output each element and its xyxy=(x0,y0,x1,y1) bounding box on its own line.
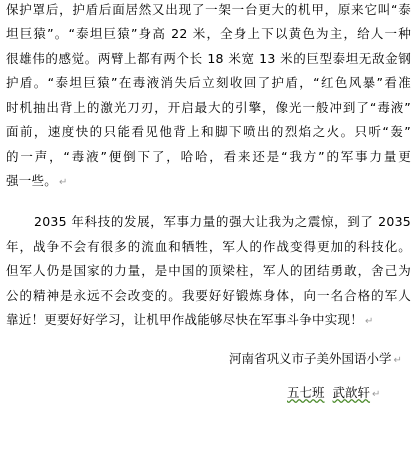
paragraph1-line-2: 坦巨猿”。“泰坦巨猿”身高 22 米，全身上下以黄色为主，给人一种 xyxy=(6,26,411,41)
paragraph2-line-4: 公的精神是永远不会改变的。我要好好锻炼身体，向一名合格的军人 xyxy=(6,288,411,303)
paragraph1-line-8-text: 强一些。 xyxy=(6,173,58,188)
paragraph1-line-3: 很雄伟的感觉。两臂上都有两个长 18 米宽 13 米的巨型泰坦无敌金钢 xyxy=(6,51,411,66)
paragraph-mark: ↵ xyxy=(372,389,381,400)
paragraph-mark: ↵ xyxy=(365,316,374,327)
paragraph1-line-6: 面前，速度快的只能看见他背上和脚下喷出的烈焰之火。只听“轰” xyxy=(6,124,411,139)
paragraph2-line-2: 年，战争不会有很多的流血和牺牲，军人的作战变得更加的科技化。 xyxy=(6,239,411,254)
signature-school xyxy=(229,351,402,369)
paragraph-mark: ↵ xyxy=(393,355,402,366)
paragraph2-line-1: 2035 年科技的发展，军事力量的强大让我为之震惊，到了 2035 xyxy=(34,214,411,229)
signature-author-line xyxy=(287,385,380,403)
paragraph1-line-5: 时机抽出背上的激光刀刃，开启最大的引擎，像光一般冲到了“毒液” xyxy=(6,100,411,115)
paragraph1-line-7: 的一声，“毒液”便倒下了，哈哈，看来还是“我方”的军事力量更 xyxy=(6,149,411,164)
paragraph2-line-5 xyxy=(6,312,411,330)
paragraph1-line-1: 保护罩后，护盾后面居然又出现了一架一台更大的机甲，原来它叫“泰 xyxy=(6,2,411,17)
paragraph2-line-5-text: 靠近！更要好好学习，让机甲作战能够尽快在军事斗争中实现！ xyxy=(6,312,364,327)
signature-author: 武歆轩 xyxy=(332,385,371,400)
paragraph-mark: ↵ xyxy=(59,177,68,188)
paragraph2-line-3: 但军人仍是国家的力量，是中国的顶梁柱，军人的团结勇敢，舍己为 xyxy=(6,263,411,278)
signature-class: 五七班 xyxy=(287,385,325,400)
paragraph1-line-4: 护盾。“泰坦巨猿”在毒液消失后立刻收回了护盾，“红色风暴”看准 xyxy=(6,75,411,90)
signature-school-text: 河南省巩义市子美外国语小学 xyxy=(229,351,392,366)
paragraph1-line-8 xyxy=(6,173,411,191)
